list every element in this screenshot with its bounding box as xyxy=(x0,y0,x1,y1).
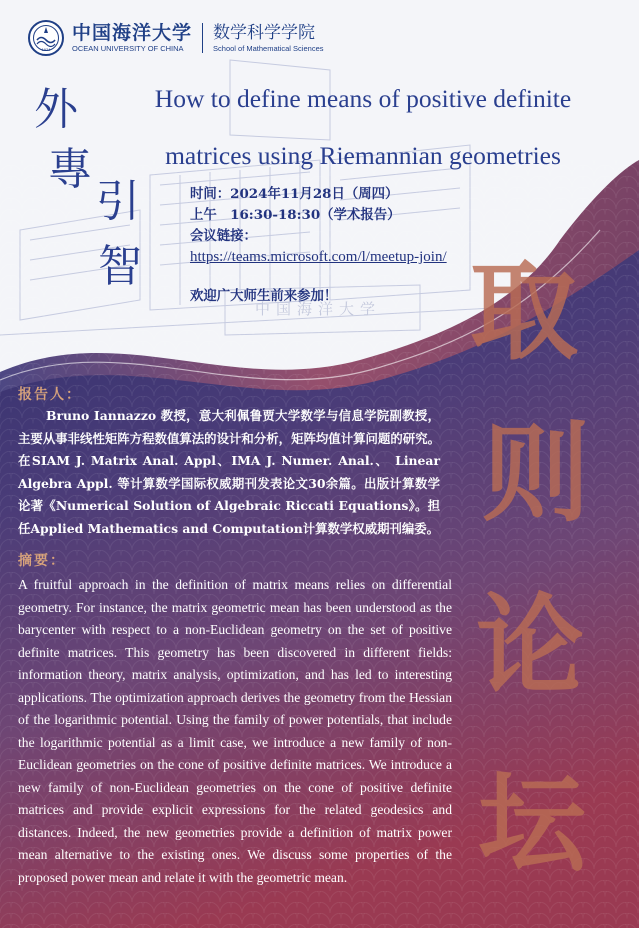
series-char-3: 论 xyxy=(476,583,585,709)
header xyxy=(28,18,324,58)
abstract-heading: 摘要： xyxy=(18,553,66,569)
school-name-en: School of Mathematical Sciences xyxy=(213,43,324,53)
university-name xyxy=(72,22,192,54)
event-slot: 上午 16:30-18:30（学术报告） xyxy=(190,207,401,223)
series-char-4: 坛 xyxy=(478,761,587,887)
header-divider xyxy=(202,23,203,53)
logo-year: 1924 xyxy=(41,47,51,52)
meeting-label: 会议链接： xyxy=(190,228,257,244)
welcome-text: 欢迎广大师生前来参加！ xyxy=(190,288,338,304)
calligraphy-char-1: 外 xyxy=(34,84,78,135)
university-logo xyxy=(28,20,64,56)
calligraphy-char-4: 智 xyxy=(98,241,142,292)
series-char-2: 则 xyxy=(482,411,591,537)
calligraphy-char-2: 專 xyxy=(48,144,92,195)
series-char-1: 取 xyxy=(470,249,579,375)
calligraphy-char-3: 引 xyxy=(96,176,140,227)
speaker-heading: 报告人： xyxy=(18,387,82,403)
speaker-bio xyxy=(18,405,440,540)
speaker-bio-text: Bruno Iannazzo 教授，意大利佩鲁贾大学数学与信息学院副教授，主要从事非线性矩阵方程数值算法的设计和分析，矩阵均值计算问题的研究。在SIAM J. Matrix Anal. Appl、IMA J. Numer. Anal.、 Linear Algebra Appl. 等计算数学国际权威期刊发表论文30余篇。出版计算数学论著《Numerical Solution of Algebraic Riccati Equations》。担任Applied Mathematics and Computation计算数学权威期刊编委。 xyxy=(18,408,440,536)
abstract-text: A fruitful approach in the definition of matrix means relies on differential geometry. For instance, the matrix geometric mean has been understood as the barycenter with respect to a non-Euclidean geometry on the set of positive definite matrices. This geometry has been discovered in different fields: information theory, matrix analysis, optimization, and has led to interesting applications. The optimization approach derives the geometry from the Hessian of the logarithmic potential. Using the family of power potentials, that include the logarithmic potential as a limit case, we introduce a new family of non-Euclidean geometries on the cone of positive definite matrices. We introduce a new family of non-Euclidean geometries on the cone of positive definite matrices and provide explicit expressions for the related geodesics and distances. Indeed, the new geometries provide a definition of matrix power mean alternative to the existing ones. We discuss some properties of the proposed power mean and relate it with the geometric mean. xyxy=(18,577,452,885)
event-time: 时间：2024年11月28日（周四） xyxy=(190,186,399,202)
school-name xyxy=(213,23,323,54)
university-name-en: OCEAN UNIVERSITY OF CHINA xyxy=(72,44,184,53)
talk-title-line-1: How to define means of positive definite xyxy=(154,84,572,113)
event-info xyxy=(190,184,447,307)
school-name-cn: 数学科学学院 xyxy=(213,22,316,43)
university-name-cn: 中国海洋大学 xyxy=(72,22,193,44)
meeting-link[interactable]: https://teams.microsoft.com/l/meetup-join/ xyxy=(190,249,447,265)
talk-title xyxy=(108,70,618,184)
building-sign: 中国海洋大学 xyxy=(255,300,382,318)
talk-title-line-2: matrices using Riemannian geometries xyxy=(165,141,561,170)
